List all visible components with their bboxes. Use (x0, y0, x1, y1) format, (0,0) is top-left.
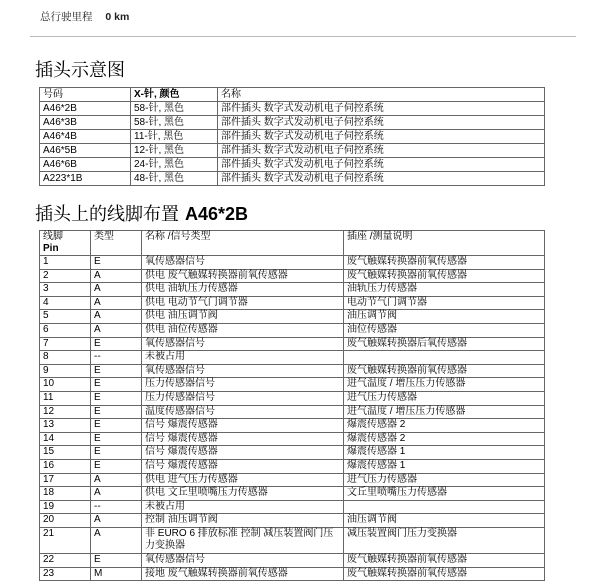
pin-signal: 信号 爆震传感器 (142, 432, 344, 446)
pin-socket (344, 500, 545, 514)
col-type: 类型 (91, 231, 142, 256)
pin-socket: 爆震传感器 2 (344, 419, 545, 433)
pin-signal: 控制 油压调节阀 (142, 514, 344, 528)
pin-row (40, 473, 545, 487)
pin-type: M (91, 567, 142, 581)
connector-row (40, 158, 545, 172)
connector-name: 部件插头 数字式发动机电子伺控系统 (218, 144, 545, 158)
connector-number: A46*4B (40, 130, 131, 144)
pin-number: 10 (40, 378, 91, 392)
pin-number: 7 (40, 337, 91, 351)
pin-socket: 油压调节阀 (344, 514, 545, 528)
connector-pins-color: 11-针, 黑色 (131, 130, 218, 144)
pin-type: A (91, 514, 142, 528)
pin-row (40, 310, 545, 324)
pin-socket: 爆震传感器 1 (344, 446, 545, 460)
pin-number: 5 (40, 310, 91, 324)
pin-signal: 氧传感器信号 (142, 256, 344, 270)
pin-number: 6 (40, 323, 91, 337)
pin-socket: 进气温度 / 增压压力传感器 (344, 405, 545, 419)
pin-signal: 非 EURO 6 排放标准 控制 减压装置阀门压力变换器 (142, 527, 344, 553)
connector-pins-color: 24-针, 黑色 (131, 158, 218, 172)
pin-row (40, 446, 545, 460)
pin-type: E (91, 391, 142, 405)
header-divider (30, 36, 576, 37)
pin-signal: 信号 爆震传感器 (142, 419, 344, 433)
connector-row (40, 116, 545, 130)
pin-type: -- (91, 500, 142, 514)
pin-number: 20 (40, 514, 91, 528)
pin-signal: 供电 油压调节阀 (142, 310, 344, 324)
pin-signal: 压力传感器信号 (142, 378, 344, 392)
pin-signal: 温度传感器信号 (142, 405, 344, 419)
connector-number: A223*1B (40, 172, 131, 186)
total-mileage (40, 9, 129, 24)
pin-type: A (91, 283, 142, 297)
pin-number: 11 (40, 391, 91, 405)
pin-type: E (91, 432, 142, 446)
pin-socket: 爆震传感器 2 (344, 432, 545, 446)
connector-name: 部件插头 数字式发动机电子伺控系统 (218, 116, 545, 130)
pin-number: 13 (40, 419, 91, 433)
pin-type: A (91, 473, 142, 487)
connector-pins-color: 58-针, 黑色 (131, 116, 218, 130)
connector-table-header (40, 88, 545, 102)
pin-type: E (91, 256, 142, 270)
pin-signal: 未被占用 (142, 500, 344, 514)
connector-row (40, 102, 545, 116)
col-name: 名称 (218, 88, 545, 102)
pin-type: E (91, 554, 142, 568)
pin-type: A (91, 269, 142, 283)
col-pin (40, 231, 91, 256)
connector-number: A46*2B (40, 102, 131, 116)
pin-signal: 供电 油轨压力传感器 (142, 283, 344, 297)
pin-socket: 爆震传感器 1 (344, 459, 545, 473)
pin-signal: 信号 爆震传感器 (142, 446, 344, 460)
pin-socket: 油位传感器 (344, 323, 545, 337)
pin-type: -- (91, 351, 142, 365)
pin-number: 3 (40, 283, 91, 297)
pin-socket: 废气触媒转换器前氧传感器 (344, 567, 545, 581)
pin-section-connector: A46*2B (185, 204, 249, 224)
pin-row (40, 283, 545, 297)
pin-row (40, 296, 545, 310)
pin-table-body (40, 256, 545, 581)
pin-signal: 供电 文丘里喷嘴压力传感器 (142, 487, 344, 501)
pin-number: 4 (40, 296, 91, 310)
pin-type: A (91, 323, 142, 337)
pin-number: 16 (40, 459, 91, 473)
pin-number: 19 (40, 500, 91, 514)
pin-socket: 进气压力传感器 (344, 473, 545, 487)
connector-number: A46*3B (40, 116, 131, 130)
pin-socket: 废气触媒转换器前氧传感器 (344, 554, 545, 568)
pin-row (40, 405, 545, 419)
pin-signal: 接地 废气触媒转换器前氧传感器 (142, 567, 344, 581)
pin-socket: 废气触媒转换器前氧传感器 (344, 364, 545, 378)
pin-row (40, 500, 545, 514)
pin-signal: 供电 废气触媒转换器前氧传感器 (142, 269, 344, 283)
pin-socket: 减压装置阀门压力变换器 (344, 527, 545, 553)
pin-socket: 文丘里喷嘴压力传感器 (344, 487, 545, 501)
connector-table (39, 87, 545, 186)
pin-signal: 供电 电动节气门调节器 (142, 296, 344, 310)
pin-type: E (91, 378, 142, 392)
pin-row (40, 459, 545, 473)
pin-row (40, 487, 545, 501)
pin-socket: 油轨压力传感器 (344, 283, 545, 297)
pin-number: 9 (40, 364, 91, 378)
pin-type: A (91, 487, 142, 501)
pin-signal: 未被占用 (142, 351, 344, 365)
col-pin-en: Pin (43, 243, 59, 254)
connector-row (40, 130, 545, 144)
pin-type: E (91, 337, 142, 351)
pin-row (40, 323, 545, 337)
pin-socket: 电动节气门调节器 (344, 296, 545, 310)
pin-section-title (35, 200, 248, 226)
pin-socket (344, 351, 545, 365)
pin-socket: 废气触媒转换器后氧传感器 (344, 337, 545, 351)
pin-row (40, 391, 545, 405)
pin-number: 8 (40, 351, 91, 365)
pin-signal: 压力传感器信号 (142, 391, 344, 405)
pin-row (40, 269, 545, 283)
pin-type: E (91, 446, 142, 460)
pin-socket: 进气温度 / 增压压力传感器 (344, 378, 545, 392)
connector-name: 部件插头 数字式发动机电子伺控系统 (218, 102, 545, 116)
connector-name: 部件插头 数字式发动机电子伺控系统 (218, 172, 545, 186)
col-number: 号码 (40, 88, 131, 102)
connector-row (40, 144, 545, 158)
pin-row (40, 351, 545, 365)
col-pin-cn: 线脚 (43, 231, 63, 242)
connector-pins-color: 48-针, 黑色 (131, 172, 218, 186)
connector-name: 部件插头 数字式发动机电子伺控系统 (218, 130, 545, 144)
pin-row (40, 567, 545, 581)
pin-socket: 油压调节阀 (344, 310, 545, 324)
pin-signal: 供电 进气压力传感器 (142, 473, 344, 487)
pin-socket: 废气触媒转换器前氧传感器 (344, 256, 545, 270)
connector-number: A46*5B (40, 144, 131, 158)
connector-pins-color: 58-针, 黑色 (131, 102, 218, 116)
connector-table-body (40, 102, 545, 186)
pin-row (40, 364, 545, 378)
pin-signal: 信号 爆震传感器 (142, 459, 344, 473)
pin-row (40, 256, 545, 270)
connector-number: A46*6B (40, 158, 131, 172)
pin-type: E (91, 419, 142, 433)
pin-row (40, 527, 545, 553)
pin-row (40, 432, 545, 446)
col-socket: 插座 /测量说明 (344, 231, 545, 256)
connector-section-title: 插头示意图 (35, 60, 125, 81)
pin-type: A (91, 310, 142, 324)
pin-socket: 进气压力传感器 (344, 391, 545, 405)
pin-number: 2 (40, 269, 91, 283)
pin-row (40, 514, 545, 528)
pin-section-title-text: 插头上的线脚布置 (35, 204, 179, 225)
connector-name: 部件插头 数字式发动机电子伺控系统 (218, 158, 545, 172)
pin-number: 21 (40, 527, 91, 553)
pin-row (40, 554, 545, 568)
pin-row (40, 419, 545, 433)
pin-signal: 氧传感器信号 (142, 364, 344, 378)
pin-type: E (91, 405, 142, 419)
pin-number: 15 (40, 446, 91, 460)
pin-table-header (40, 231, 545, 256)
pin-row (40, 378, 545, 392)
connector-row (40, 172, 545, 186)
col-signal: 名称 /信号类型 (142, 231, 344, 256)
total-mileage-value: 0 km (105, 11, 130, 23)
pin-signal: 氧传感器信号 (142, 554, 344, 568)
pin-type: A (91, 296, 142, 310)
pin-socket: 废气触媒转换器前氧传感器 (344, 269, 545, 283)
pin-number: 14 (40, 432, 91, 446)
pin-number: 22 (40, 554, 91, 568)
pin-number: 23 (40, 567, 91, 581)
total-mileage-label: 总行驶里程 (40, 11, 93, 23)
pin-signal: 氧传感器信号 (142, 337, 344, 351)
pin-number: 17 (40, 473, 91, 487)
pin-type: E (91, 364, 142, 378)
pin-number: 12 (40, 405, 91, 419)
col-pins-color: X-针, 颜色 (131, 88, 218, 102)
pin-number: 1 (40, 256, 91, 270)
connector-pins-color: 12-针, 黑色 (131, 144, 218, 158)
pin-signal: 供电 油位传感器 (142, 323, 344, 337)
pin-row (40, 337, 545, 351)
pin-type: E (91, 459, 142, 473)
pin-number: 18 (40, 487, 91, 501)
pin-type: A (91, 527, 142, 553)
pin-table (39, 230, 545, 581)
